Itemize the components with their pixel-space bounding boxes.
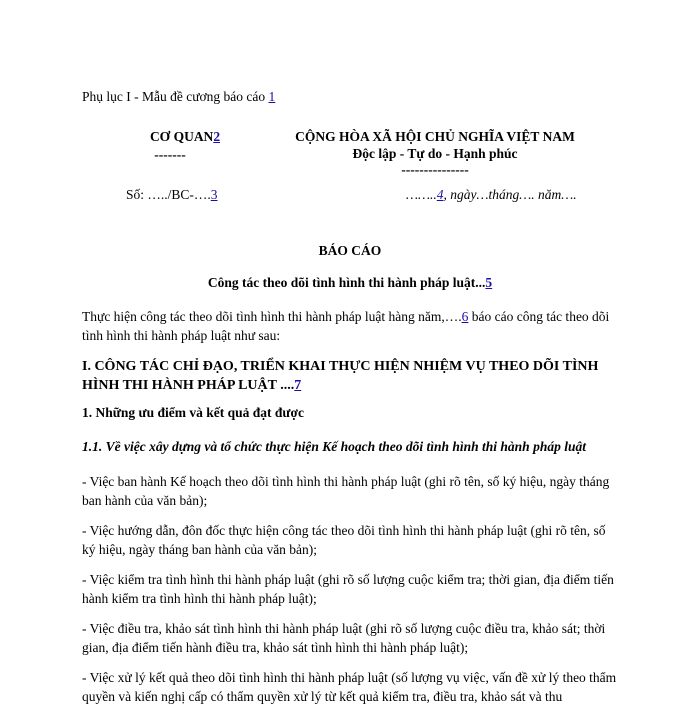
subheading-1: 1. Những ưu điểm và kết quả đạt được	[82, 405, 304, 420]
nation-motto: Độc lập - Tự do - Hạnh phúc	[352, 146, 518, 161]
appendix-line	[82, 89, 275, 105]
intro-text-1: Thực hiện công tác theo dõi tình hình thi hành pháp luật hàng năm,….	[82, 309, 462, 324]
date-lead: ……..	[406, 187, 437, 202]
appendix-text: Phụ lục I - Mẫu đề cương báo cáo	[82, 89, 269, 104]
date-text: , ngày…tháng…. năm….	[443, 187, 577, 202]
footnote-link-6[interactable]: 6	[461, 309, 469, 324]
subtitle-text: Công tác theo dõi tình hình thi hành pháp luật...	[207, 275, 486, 290]
footnote-link-2[interactable]: 2	[213, 129, 221, 144]
document-date	[406, 187, 577, 203]
list-item: - Việc hướng dẫn, đôn đốc thực hiện công tác theo dõi tình hình thi hành pháp luật (ghi rõ tên, số ký hiệu, ngày tháng ban hành của văn bản);	[82, 523, 606, 557]
agency-name	[120, 129, 250, 145]
nation-title: CỘNG HÒA XÃ HỘI CHỦ NGHĨA VIỆT NAM	[295, 129, 575, 144]
subheading-1-1: 1.1. Về việc xây dựng và tổ chức thực hiện Kế hoạch theo dõi tình hình thi hành pháp luật	[82, 439, 586, 454]
list-item: - Việc ban hành Kế hoạch theo dõi tình hình thi hành pháp luật (ghi rõ tên, số ký hiệu, ngày tháng ban hành của văn bản);	[82, 474, 610, 508]
motto-divider: ---------------	[401, 162, 469, 177]
report-subtitle	[0, 275, 700, 291]
footnote-link-5[interactable]: 5	[485, 275, 493, 290]
list-item: - Việc xử lý kết quả theo dõi tình hình thi hành pháp luật (số lượng vụ việc, vấn đề xử lý theo thẩm quyền và kiến nghị cấp có thẩm quyền xử lý từ kết quả kiểm tra, điều tra, khảo sát và thu	[82, 670, 617, 704]
footnote-link-1[interactable]: 1	[268, 89, 276, 104]
section-heading-1	[82, 357, 618, 395]
agency-text: CƠ QUAN	[149, 129, 214, 144]
agency-divider: -------	[154, 147, 186, 162]
intro-text-2: báo cáo công tác theo dõi tình hình thi hành pháp luật như sau:	[82, 309, 610, 343]
footnote-link-3[interactable]: 3	[210, 187, 218, 202]
intro-paragraph	[82, 307, 618, 345]
footnote-link-4[interactable]: 4	[436, 187, 444, 202]
footnote-link-7[interactable]: 7	[294, 378, 302, 393]
report-title: BÁO CÁO	[318, 243, 382, 258]
section-heading-text: I. CÔNG TÁC CHỈ ĐẠO, TRIỂN KHAI THỰC HIỆN NHIỆM VỤ THEO DÕI TÌNH HÌNH THI HÀNH PHÁP LUẬT ....	[82, 359, 599, 393]
list-item: - Việc kiểm tra tình hình thi hành pháp luật (ghi rõ số lượng cuộc kiểm tra; thời gian, địa điểm tiến hành kiểm tra tình hình thi hành pháp luật);	[82, 572, 614, 606]
list-item: - Việc điều tra, khảo sát tình hình thi hành pháp luật (ghi rõ số lượng cuộc điều tra, khảo sát; thời gian, địa điểm tiến hành điều tra, khảo sát tình hình thi hành pháp luật);	[82, 621, 606, 655]
document-number	[126, 187, 218, 203]
number-text: Số: …../BC-….	[126, 187, 211, 202]
